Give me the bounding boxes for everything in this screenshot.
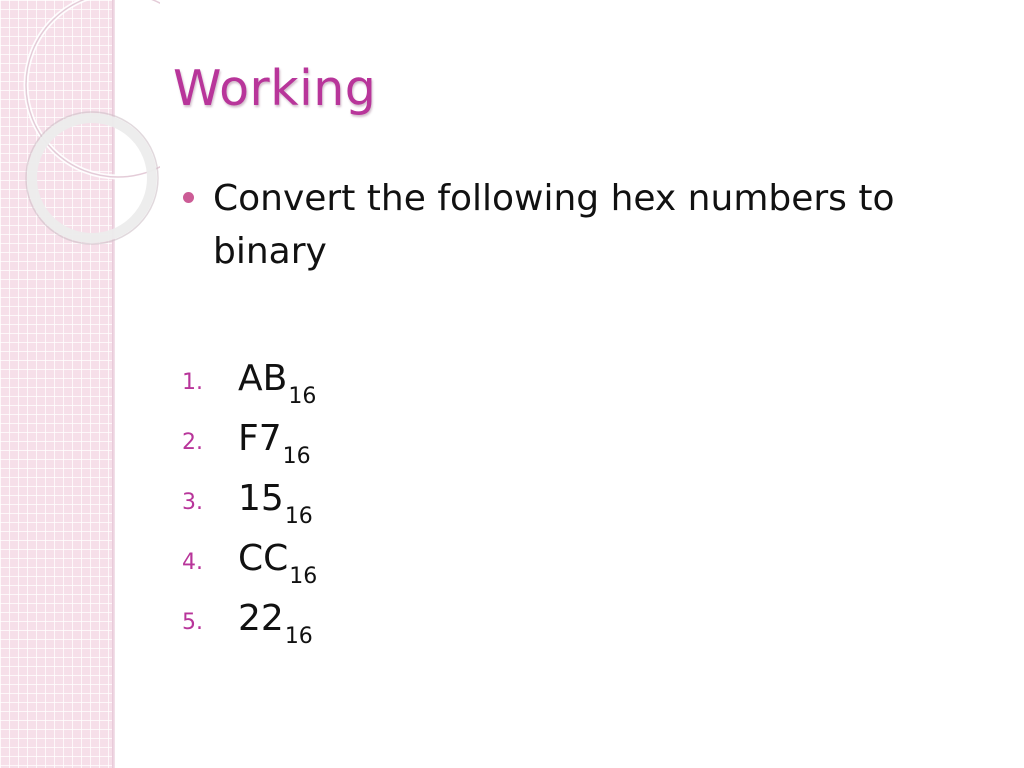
bullet-text: Convert the following hex numbers to binary xyxy=(213,178,895,272)
list-item-number: 2. xyxy=(182,430,203,455)
base-subscript: 16 xyxy=(284,624,313,649)
hex-value: F7 xyxy=(238,418,282,459)
slide-title: Working xyxy=(173,60,377,117)
base-subscript: 16 xyxy=(284,504,313,529)
list-item-value xyxy=(238,478,313,529)
small-ring-shadow xyxy=(26,112,158,244)
hex-value: 22 xyxy=(238,598,284,639)
list-item-number: 4. xyxy=(182,550,203,575)
hex-value: CC xyxy=(238,538,289,579)
bullet-dot-icon xyxy=(183,192,194,203)
hex-value: AB xyxy=(238,358,288,399)
list-item-value xyxy=(238,598,313,649)
base-subscript: 16 xyxy=(289,564,318,589)
base-subscript: 16 xyxy=(282,444,311,469)
decorative-rings xyxy=(0,0,160,280)
base-subscript: 16 xyxy=(288,384,317,409)
hex-value: 15 xyxy=(238,478,284,519)
list-item-value xyxy=(238,418,311,469)
list-item-value xyxy=(238,538,318,589)
list-item-number: 3. xyxy=(182,490,203,515)
list-item-number: 1. xyxy=(182,370,203,395)
list-item-number: 5. xyxy=(182,610,203,635)
list-item-value xyxy=(238,358,317,409)
